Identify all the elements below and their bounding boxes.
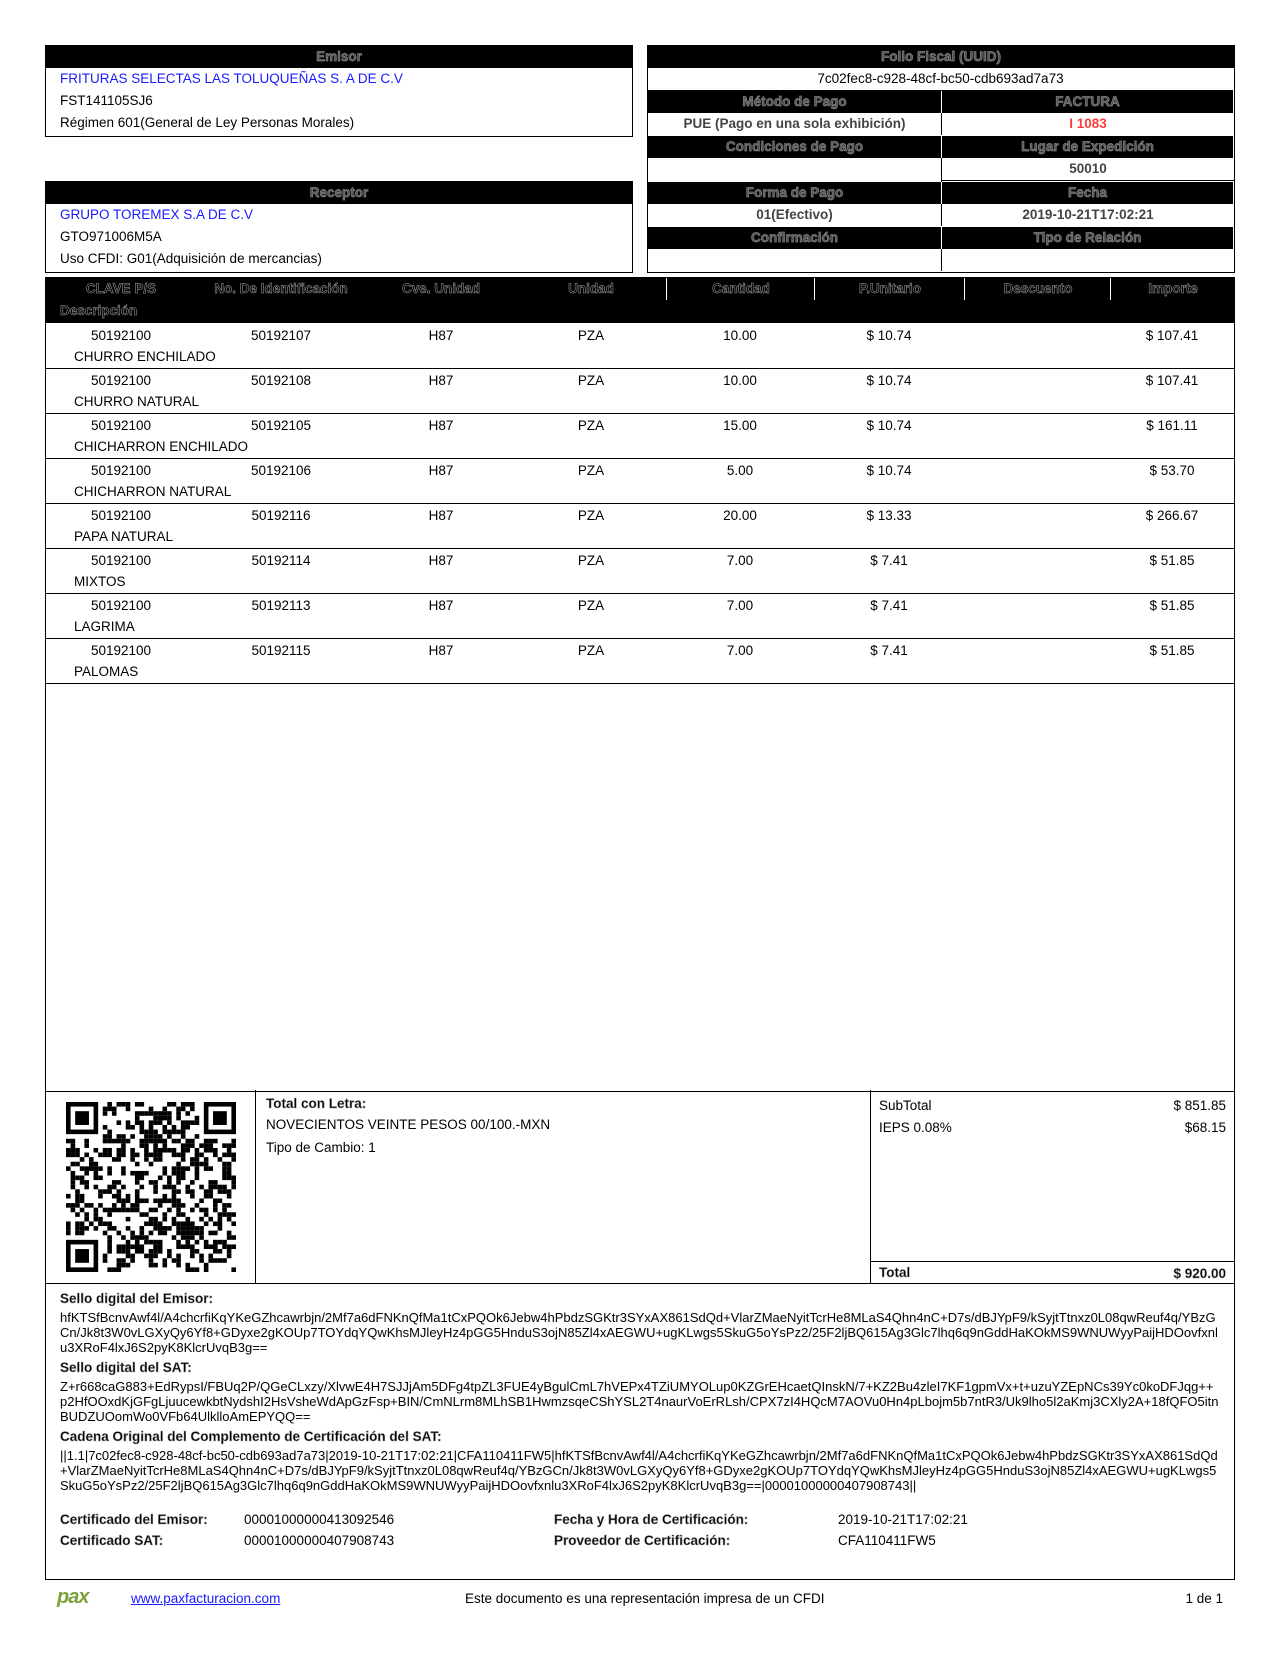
cell-importe: $ 51.85 <box>1149 553 1195 568</box>
receptor-uso: Uso CFDI: G01(Adquisición de mercancias) <box>60 251 322 266</box>
cell-cve: H87 <box>428 418 454 433</box>
emisor-header: Emisor <box>46 46 632 68</box>
cert-fecha-label: Fecha y Hora de Certificación: <box>554 1512 749 1527</box>
total-label: Total <box>879 1265 911 1280</box>
cell-id: 50192113 <box>251 598 311 613</box>
cell-unidad: PZA <box>577 508 605 523</box>
cell-descuento <box>964 327 1110 345</box>
sello-emisor-value: hfKTSfBcnvAwf4l/A4chcrfiKqYKeGZhcawrbjn/2Mf7a6dFNKnQfMa1tCxPQOk6Jebw4hPbdzSGKtr3SYxAX861SdQd+VlarZMaeNyitTcrHe8MLaS4Qhn4nC+D7s/dBJYpF9/kSyjtTtnxz0L08qwReuf4q/YBzGCn/Jk8t3W0vLGXyQy6Yf8+GDyxe2gKOUp7TOYdqYQwKhsMJleyHz4pGG5HnduS3ojN85Zl4xAEGWU+ugKLwgs5SkuG5oYsPz2/25F2ljBQ615Ag3Glc7lhq6q9nGddHaKOkMS9WNUWyyPaijHDOovfxnlu3XRoF4lxJ6S2pyK8KlcrUvqB3g== <box>60 1310 1218 1355</box>
cell-clave: 50192100 <box>90 328 152 343</box>
cell-clave: 50192100 <box>90 598 152 613</box>
cert-sat-value: 00001000000407908743 <box>244 1533 395 1548</box>
cell-unitario: $ 7.41 <box>870 643 908 658</box>
cell-unidad: PZA <box>577 418 605 433</box>
fecha-header: Fecha <box>941 182 1233 204</box>
table-row <box>46 458 1234 504</box>
qr-code-icon <box>66 1102 236 1272</box>
metodo-value: PUE (Pago en una sola exhibición) <box>683 116 906 131</box>
emisor-regimen: Régimen 601(General de Ley Personas Morales) <box>60 115 355 130</box>
relacion-header: Tipo de Relación <box>941 227 1233 249</box>
cell-descuento <box>964 507 1110 525</box>
cell-id: 50192115 <box>251 643 311 658</box>
cell-descuento <box>964 417 1110 435</box>
receptor-name: GRUPO TOREMEX S.A DE C.V <box>60 207 254 222</box>
cell-cve: H87 <box>428 643 454 658</box>
table-row <box>46 323 1234 369</box>
receptor-box <box>45 181 633 273</box>
footer-note: Este documento es una representación impresa de un CFDI <box>465 1591 825 1606</box>
cell-cve: H87 <box>428 373 454 388</box>
cell-cantidad: 7.00 <box>726 643 754 658</box>
cell-cantidad: 10.00 <box>723 373 757 388</box>
lugar-value: 50010 <box>941 158 1234 181</box>
subtotal-label: SubTotal <box>879 1098 932 1113</box>
cell-descripcion: CHURRO NATURAL <box>74 394 200 409</box>
cell-cantidad: 7.00 <box>726 598 754 613</box>
cell-unitario: $ 7.41 <box>870 598 908 613</box>
cell-unitario: $ 10.74 <box>866 373 912 388</box>
letra-value: NOVECIENTOS VEINTE PESOS 00/100.-MXN <box>266 1117 551 1132</box>
factura-value: I 1083 <box>941 113 1234 135</box>
cell-cve: H87 <box>428 328 454 343</box>
cell-descuento <box>964 462 1110 480</box>
cell-descripcion: PAPA NATURAL <box>74 529 174 544</box>
table-row <box>46 503 1234 549</box>
factura-header: FACTURA <box>941 91 1233 113</box>
cell-importe: $ 107.41 <box>1145 373 1199 388</box>
forma-header: Forma de Pago <box>648 182 941 204</box>
metodo-header: Método de Pago <box>648 91 941 113</box>
cell-descripcion: CHICHARRON NATURAL <box>74 484 232 499</box>
cell-unitario: $ 10.74 <box>866 463 912 478</box>
cell-unidad: PZA <box>577 373 605 388</box>
cell-cve: H87 <box>428 598 454 613</box>
cell-cve: H87 <box>428 508 454 523</box>
certs-grid <box>60 1510 1220 1554</box>
th-descripcion: Descripción <box>60 303 138 318</box>
cell-descuento <box>964 642 1110 660</box>
tipo-cambio: Tipo de Cambio: 1 <box>266 1140 376 1155</box>
cell-unidad: PZA <box>577 328 605 343</box>
cell-clave: 50192100 <box>90 463 152 478</box>
pax-link[interactable]: www.paxfacturacion.com <box>131 1591 281 1606</box>
cell-unitario: $ 7.41 <box>870 553 908 568</box>
th-importe: Importe <box>1110 278 1235 300</box>
cert-proveedor-label: Proveedor de Certificación: <box>554 1533 731 1548</box>
cell-descripcion: MIXTOS <box>74 574 126 589</box>
sello-emisor-label: Sello digital del Emisor: <box>60 1291 214 1306</box>
page-number: 1 de 1 <box>1185 1591 1223 1606</box>
confirmacion-value <box>648 249 941 271</box>
cell-unitario: $ 10.74 <box>866 328 912 343</box>
items-table <box>45 277 1235 1092</box>
th-unidad: Unidad <box>568 281 614 296</box>
table-row <box>46 548 1234 594</box>
receptor-rfc: GTO971006M5A <box>60 229 162 244</box>
table-header <box>46 278 1234 323</box>
cell-descuento <box>964 597 1110 615</box>
cell-cve: H87 <box>428 553 454 568</box>
cert-sat-label: Certificado SAT: <box>60 1533 164 1548</box>
th-descuento: Descuento <box>964 278 1111 300</box>
th-cve: Cve. Unidad <box>401 281 480 296</box>
cell-id: 50192116 <box>251 508 311 523</box>
table-row <box>46 368 1234 414</box>
letra-label: Total con Letra: <box>266 1096 367 1111</box>
forma-value: 01(Efectivo) <box>756 207 833 222</box>
emisor-rfc: FST141105SJ6 <box>60 93 153 108</box>
cell-importe: $ 161.11 <box>1146 418 1198 433</box>
condiciones-header: Condiciones de Pago <box>648 136 941 158</box>
cell-cantidad: 7.00 <box>726 553 754 568</box>
cell-clave: 50192100 <box>90 643 152 658</box>
cell-unitario: $ 13.33 <box>866 508 912 523</box>
cert-emisor-label: Certificado del Emisor: <box>60 1512 208 1527</box>
cell-unidad: PZA <box>577 598 605 613</box>
folio-value: 7c02fec8-c928-48cf-bc50-cdb693ad7a73 <box>648 68 1233 91</box>
cell-cve: H87 <box>428 463 454 478</box>
cell-descuento <box>964 372 1110 390</box>
cadena-label: Cadena Original del Complemento de Certificación del SAT: <box>60 1429 442 1444</box>
sellos-area <box>45 1284 1235 1580</box>
cell-importe: $ 266.67 <box>1145 508 1199 523</box>
cert-fecha-value: 2019-10-21T17:02:21 <box>838 1512 968 1527</box>
th-unitario: P.Unitario <box>814 278 965 300</box>
amounts-cell <box>871 1090 1234 1284</box>
cert-proveedor-value: CFA110411FW5 <box>838 1533 936 1548</box>
emisor-box <box>45 45 633 137</box>
total-value: $ 920.00 <box>1173 1266 1226 1281</box>
th-clave: CLAVE P/S <box>85 281 157 296</box>
sello-sat-value: Z+r668caG883+EdRypsI/FBUq2P/QGeCLxzy/XlvwE4H7SJJjAm5DFg4tpZL3FUE4yBgulCmL7hVEPx4TZiUMYOLup0KZGrEHcaetQInskN/7+KZ2Bu4zleI7KF1gpmVx+t+uzuYZEpNCs39Yc0koDFJqg++p2HfOOxdKjGFgLjuucewkbtNydshI2HsVsheWdApGzFsp+BIN/CmNLrm8MLhSB1HwmzsqeCShYSL2T4naurVoErRLsh/CPX7zI4HQcM7AOVu0Hn4pLbojm5b7ntR3/Uk9lho5l2aKmj3CXly2A+18fQFO5itnBUDZUOomWo0VFb64UlklloAmEPYQQ== <box>60 1379 1219 1424</box>
cell-id: 50192107 <box>250 328 312 343</box>
total-row <box>871 1261 1234 1284</box>
cell-descripcion: CHICHARRON ENCHILADO <box>74 439 249 454</box>
cell-importe: $ 53.70 <box>1149 463 1195 478</box>
cell-cantidad: 20.00 <box>723 508 757 523</box>
qr-cell <box>46 1090 256 1284</box>
receptor-header: Receptor <box>46 182 632 204</box>
subtotal-value: $ 851.85 <box>1173 1098 1226 1113</box>
footer <box>45 1584 1235 1614</box>
th-id: No. De Identificación <box>214 281 348 296</box>
ieps-label: IEPS 0.08% <box>879 1120 952 1135</box>
relacion-value <box>941 249 1234 271</box>
cell-importe: $ 51.85 <box>1149 643 1195 658</box>
cell-cantidad: 15.00 <box>723 418 757 433</box>
table-row <box>46 638 1234 684</box>
table-row <box>46 593 1234 639</box>
emisor-name: FRITURAS SELECTAS LAS TOLUQUEÑAS S. A DE C.V <box>60 71 403 86</box>
folio-header: Folio Fiscal (UUID) <box>648 46 1234 68</box>
cell-clave: 50192100 <box>90 553 152 568</box>
cell-importe: $ 107.41 <box>1145 328 1199 343</box>
cell-descripcion: CHURRO ENCHILADO <box>74 349 216 364</box>
cell-id: 50192114 <box>251 553 311 568</box>
cell-cantidad: 10.00 <box>723 328 757 343</box>
cell-id: 50192106 <box>250 463 312 478</box>
fiscal-box <box>647 45 1235 273</box>
cell-unidad: PZA <box>577 643 605 658</box>
cell-clave: 50192100 <box>90 418 152 433</box>
cell-descripcion: PALOMAS <box>74 664 139 679</box>
cadena-value: ||1.1|7c02fec8-c928-48cf-bc50-cdb693ad7a73|2019-10-21T17:02:21|CFA110411FW5|hfKTSfBcnvAwf4l/A4chcrfiKqYKeGZhcawrbjn/2Mf7a6dFNKnQfMa1tCxPQOk6Jebw4hPbdzSGKtr3SYxAX861SdQd+VlarZMaeNyitTcrHe8MLaS4Qhn4nC+D7s/dBJYpF9/kSyjtTtnxz0L08qwReuf4q/YBzGCn/Jk8t3W0vLGXyQy6Yf8+GDyxe2gKOUp7TOYdqYQwKhsMJleyHz4pGG5HnduS3ojN85Zl4xAEGWU+ugKLwgs5SkuG5oYsPz2/25F2ljBQ615Ag3Glc7lhq6q9nGddHaKOkMS9WNUWyyPaijHDOovfxnlu3XRoF4lxJ6S2pyK8KlcrUvqB3g==|00001000000407908743|| <box>60 1448 1218 1493</box>
th-cantidad: Cantidad <box>666 278 815 300</box>
cell-descripcion: LAGRIMA <box>74 619 135 634</box>
cell-unidad: PZA <box>577 463 605 478</box>
lugar-header: Lugar de Expedición <box>941 136 1233 158</box>
cert-emisor-value: 00001000000413092546 <box>244 1512 395 1527</box>
totals-area <box>45 1090 1235 1284</box>
cell-unidad: PZA <box>577 553 605 568</box>
letra-cell <box>256 1090 871 1284</box>
ieps-value: $68.15 <box>1184 1120 1226 1135</box>
sello-sat-label: Sello digital del SAT: <box>60 1360 192 1375</box>
cell-unitario: $ 10.74 <box>866 418 912 433</box>
pax-logo: pax <box>57 1586 89 1608</box>
cell-clave: 50192100 <box>90 373 152 388</box>
table-row <box>46 413 1234 459</box>
confirmacion-header: Confirmación <box>648 227 941 249</box>
cell-descuento <box>964 552 1110 570</box>
cell-id: 50192108 <box>250 373 312 388</box>
cell-id: 50192105 <box>250 418 312 433</box>
fecha-value: 2019-10-21T17:02:21 <box>941 204 1234 226</box>
cell-clave: 50192100 <box>90 508 152 523</box>
cell-importe: $ 51.85 <box>1149 598 1195 613</box>
cell-cantidad: 5.00 <box>726 463 754 478</box>
